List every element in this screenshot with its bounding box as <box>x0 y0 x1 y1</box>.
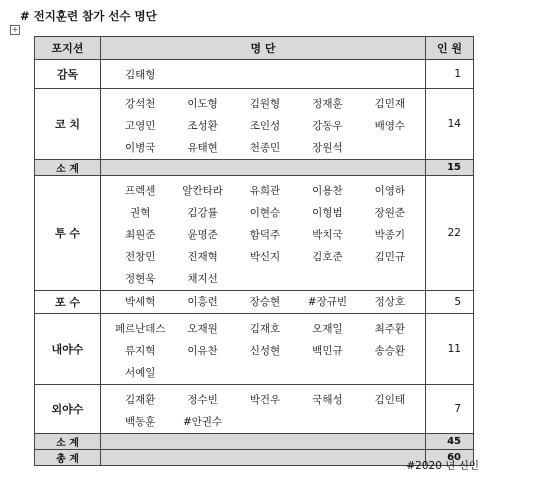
table-row <box>35 314 474 385</box>
player-name: 정수빈 <box>187 394 218 406</box>
player-name: 권혁 <box>130 207 151 219</box>
position-cell: 내야수 <box>35 314 101 385</box>
header-row <box>35 37 474 60</box>
player-name: 강석천 <box>124 98 156 110</box>
count-cell: 5 <box>426 291 474 314</box>
subtotal-label: 소 계 <box>35 160 101 176</box>
player-name: 김재호 <box>249 323 281 335</box>
player-name: 이병국 <box>124 142 156 154</box>
player-name: 이현승 <box>249 207 281 219</box>
player-name: 김태형 <box>124 69 156 81</box>
table-row <box>35 385 474 434</box>
table-row <box>35 291 474 314</box>
footnote: #2020 년 신인 <box>406 460 479 472</box>
names-cell <box>101 385 426 434</box>
player-name: 김원형 <box>249 98 281 110</box>
player-name: 김강률 <box>187 207 218 219</box>
position-cell: 포 수 <box>35 291 101 314</box>
table-move-handle-icon[interactable]: + <box>11 25 19 34</box>
player-name: 이유찬 <box>187 345 218 357</box>
subtotal-row <box>35 434 474 450</box>
position-cell: 코 치 <box>35 89 101 160</box>
names-cell <box>101 89 426 160</box>
player-name: 장승현 <box>249 296 281 308</box>
player-name: 채지선 <box>187 273 218 285</box>
player-name: 강동우 <box>312 120 343 132</box>
player-name: 김민규 <box>374 251 406 263</box>
player-name: 정재훈 <box>312 98 343 110</box>
player-name: 김민재 <box>374 98 406 110</box>
player-name: 박세혁 <box>124 296 156 308</box>
player-name: #장규빈 <box>307 296 347 308</box>
player-name: 박건우 <box>249 394 281 406</box>
position-cell: 감독 <box>35 60 101 89</box>
player-name: 이형범 <box>312 207 343 219</box>
player-name: 프렉센 <box>124 185 156 197</box>
position-cell: 투 수 <box>35 176 101 291</box>
player-name: 이도형 <box>187 98 218 110</box>
player-name: 정현욱 <box>124 273 156 285</box>
player-name: 윤명준 <box>187 229 218 241</box>
player-name: 조성환 <box>187 120 218 132</box>
player-name: 고영민 <box>124 120 156 132</box>
player-name: 국해성 <box>312 394 343 406</box>
player-name: 오재원 <box>187 323 218 335</box>
player-name: 이흥련 <box>187 296 218 308</box>
subtotal-label: 소 계 <box>35 434 101 450</box>
player-name: 페르난데스 <box>114 323 166 335</box>
count-cell: 14 <box>426 89 474 160</box>
player-name: 전창민 <box>124 251 156 263</box>
count-cell: 11 <box>426 314 474 385</box>
player-name: 정상호 <box>374 296 406 308</box>
player-name: #안권수 <box>182 416 223 428</box>
player-name: 함덕주 <box>249 229 281 241</box>
player-name: 백동훈 <box>124 416 156 428</box>
player-name: 유희관 <box>249 185 281 197</box>
player-name: 신성현 <box>249 345 281 357</box>
subtotal-row <box>35 160 474 176</box>
player-name: 오재일 <box>312 323 343 335</box>
roster-table <box>34 36 474 466</box>
header-count: 인 원 <box>426 37 474 60</box>
player-name: 송승환 <box>374 345 406 357</box>
player-name: 류지혁 <box>124 345 156 357</box>
player-name: 진재혁 <box>187 251 218 263</box>
player-name: 서예일 <box>124 367 156 379</box>
total-names-cell <box>101 450 426 466</box>
subtotal-value: 45 <box>426 434 474 450</box>
player-name: 배영수 <box>374 120 406 132</box>
count-cell: 7 <box>426 385 474 434</box>
names-cell <box>101 291 426 314</box>
count-cell: 1 <box>426 60 474 89</box>
player-name: 알칸타라 <box>182 185 223 197</box>
names-cell <box>101 176 426 291</box>
names-cell <box>101 314 426 385</box>
table-row <box>35 89 474 160</box>
subtotal-names-cell <box>101 160 426 176</box>
player-name: 유태현 <box>187 142 218 154</box>
player-name: 김재환 <box>124 394 156 406</box>
header-position: 포지션 <box>35 37 101 60</box>
player-name: 장원준 <box>374 207 406 219</box>
player-name: 백민규 <box>312 345 343 357</box>
player-name: 이영하 <box>374 185 406 197</box>
player-name: 박치국 <box>312 229 343 241</box>
player-name: 이용찬 <box>312 185 343 197</box>
player-name: 박신지 <box>249 251 281 263</box>
player-name: 최원준 <box>124 229 156 241</box>
names-cell <box>101 60 426 89</box>
player-name: 김인태 <box>374 394 406 406</box>
table-row <box>35 60 474 89</box>
total-label: 총 계 <box>35 450 101 466</box>
table-row <box>35 176 474 291</box>
header-names: 명 단 <box>101 37 426 60</box>
player-name: 김호준 <box>312 251 343 263</box>
subtotal-names-cell <box>101 434 426 450</box>
player-name: 최주환 <box>374 323 406 335</box>
page-title: # 전지훈련 참가 선수 명단 <box>20 9 157 23</box>
player-name: 박종기 <box>374 229 406 241</box>
position-cell: 외야수 <box>35 385 101 434</box>
player-name: 조인성 <box>249 120 281 132</box>
total-value: 60 <box>426 450 474 466</box>
count-cell: 22 <box>426 176 474 291</box>
player-name: 장원석 <box>312 142 343 154</box>
player-name: 천종민 <box>249 142 281 154</box>
subtotal-value: 15 <box>426 160 474 176</box>
